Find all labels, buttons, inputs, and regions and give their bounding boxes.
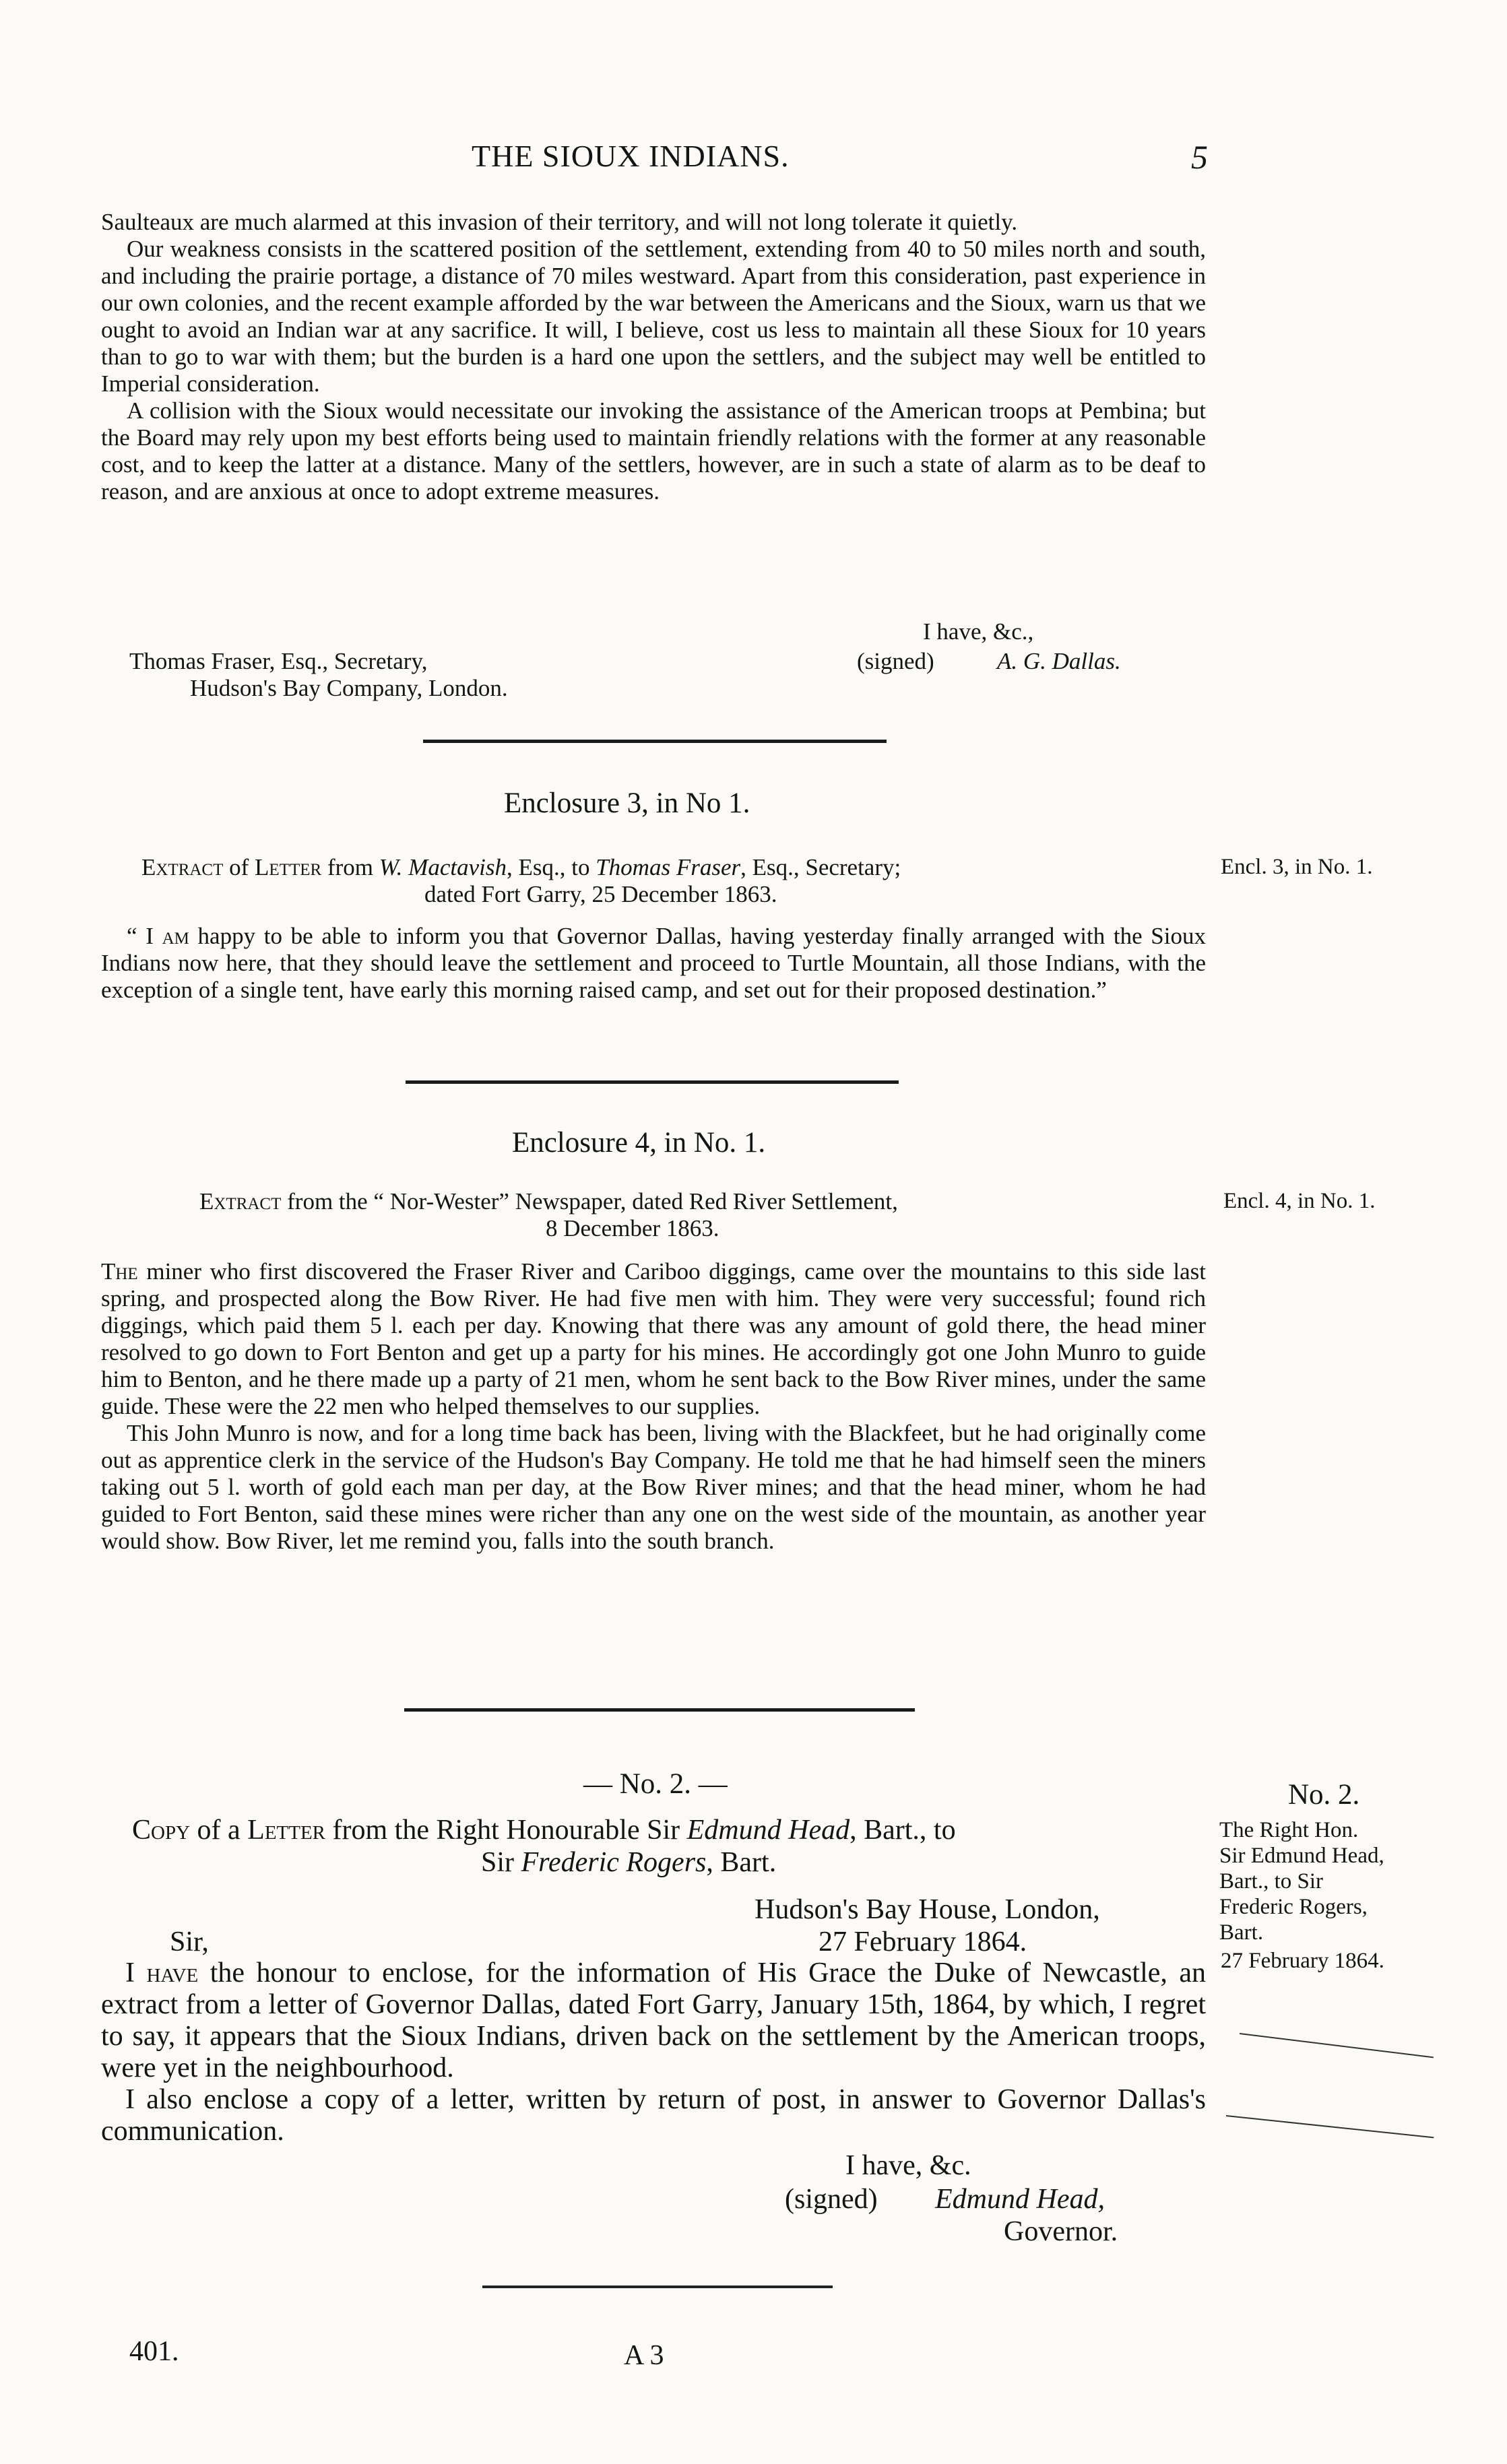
addressee-line: Hudson's Bay Company, London. xyxy=(190,675,508,701)
letter-body: I have the honour to enclose, for the information of His Grace the Duke of Newcastle, an extract from a letter of Governor Dallas, dated Fort Garry, January 15th, 1864, by which, I regret to say, it appears that the Sioux Indians, driven back on the settlement by the American troops, were yet in the neighbourhood. I also enclose a copy of a letter, written by return of post, in answer to Governor Dallas's communication. xyxy=(101,1957,1207,2147)
paragraph: Saulteaux are much alarmed at this invasion of their territory, and will not long tolerate it quietly. xyxy=(101,209,1018,235)
letter-place: Hudson's Bay House, London, xyxy=(755,1894,1100,1925)
enclosure-title-line2: dated Fort Garry, 25 December 1863. xyxy=(424,881,777,907)
enclosure-title: Extract of Letter from W. Mactavish, Esq., to Thomas Fraser, Esq., Secretary; xyxy=(141,854,901,880)
salutation: Sir, xyxy=(170,1926,209,1957)
margin-stroke xyxy=(1226,2115,1434,2138)
letter-end-body xyxy=(101,209,1206,505)
enclosure3-quote: “ I am happy to be able to inform you that Governor Dallas, having yesterday finally arranged with the Sioux Indians now here, that they should leave the settlement and proceed to Turtle Mountain, all those Indians, with the exception of a single tent, have early this morning raised camp, and set out for their proposed destination.” xyxy=(101,923,1207,1003)
closing: I have, &c., xyxy=(923,618,1034,645)
letter-title-line2: Sir Frederic Rogers, Bart. xyxy=(481,1847,777,1878)
letter-title: Copy of a Letter from the Right Honourable Sir Edmund Head, Bart., to xyxy=(132,1815,956,1846)
enclosure-title-line2: 8 December 1863. xyxy=(546,1215,719,1241)
margin-note: Encl. 3, in No. 1. xyxy=(1221,855,1373,879)
signer-title: Governor. xyxy=(1004,2216,1118,2247)
running-title: THE SIOUX INDIANS. xyxy=(472,139,790,173)
margin-note-date: 27 February 1864. xyxy=(1221,1949,1384,1973)
signed-label: (signed) xyxy=(785,2184,878,2215)
enclosure-title: Extract from the “ Nor-Wester” Newspaper, dated Red River Settlement, xyxy=(199,1188,898,1214)
closing: I have, &c. xyxy=(845,2150,971,2181)
paragraph: Our weakness consists in the scattered position of the settlement, extending from 40 to 50 miles north and south, and including the prairie portage, a distance of 70 miles westward. Apart from this consideration, past experience in our own colonies, and the recent example afforded by the war between the Americans and the Sioux, warn us that we ought to avoid an Indian war at any sacrifice. It will, I believe, cost us less to maintain all these Sioux for 10 years than to go to war with them; but the burden is a hard one upon the settlers, and the subject may well be entitled to Imperial consideration. xyxy=(101,236,1206,397)
paragraph: I also enclose a copy of a letter, written by return of post, in answer to Governor Dallas's communication. xyxy=(101,2084,1206,2147)
signed-label: (signed) xyxy=(857,648,934,674)
signer: A. G. Dallas. xyxy=(997,648,1121,674)
signer: Edmund Head, xyxy=(935,2184,1105,2215)
addressee-line: Thomas Fraser, Esq., Secretary, xyxy=(129,648,428,674)
margin-stroke xyxy=(1240,2033,1434,2058)
paragraph: A collision with the Sioux would necessitate our invoking the assistance of the American troops at Pembina; but the Board may rely upon my best efforts being used to maintain friendly relations with the former at any reasonable cost, and to keep the latter at a distance. Many of the settlers, however, are in such a state of alarm as to be deaf to reason, and are anxious at once to adopt extreme measures. xyxy=(101,397,1206,505)
document-number-heading: — No. 2. — xyxy=(583,1768,728,1800)
margin-note: Encl. 4, in No. 1. xyxy=(1223,1189,1376,1213)
enclosure-heading: Enclosure 4, in No. 1. xyxy=(512,1127,766,1159)
page-number: 5 xyxy=(1191,138,1208,176)
paragraph: This John Munro is now, and for a long time back has been, living with the Blackfeet, but he had originally come out as apprentice clerk in the service of the Hudson's Bay Company. He told me that he had himself seen the miners taking out 5 l. worth of gold each man per day, at the Bow River mines; and that the head miner, whom he had guided to Fort Benton, said these mines were richer than any one on the west side of the mountain, as another year would show. Bow River, let me remind you, falls into the south branch. xyxy=(101,1420,1206,1554)
section-divider xyxy=(406,1080,899,1084)
section-divider xyxy=(423,740,887,743)
enclosure-heading: Enclosure 3, in No 1. xyxy=(504,787,750,819)
section-divider xyxy=(404,1708,915,1712)
footer-number: 401. xyxy=(129,2336,179,2367)
section-divider xyxy=(482,2285,833,2288)
letter-date: 27 February 1864. xyxy=(819,1926,1027,1957)
margin-note: The Right Hon. Sir Edmund Head, Bart., to Sir Frederic Rogers, Bart. xyxy=(1219,1818,1384,1945)
signature-mark: A 3 xyxy=(624,2340,664,2371)
enclosure4-body: The miner who first discovered the Fraser River and Cariboo diggings, came over the mountains to this side last spring, and prospected along the Bow River. He had five men with him. They were very successful; found rich diggings, which paid them 5 l. each per day. Knowing that there was any amount of gold there, the head miner resolved to go down to Fort Benton and get up a party for his mines. He accordingly got one John Munro to guide him to Benton, and he there made up a party of 21 men, whom he sent back to the Bow River mines, under the same guide. These were the 22 men who helped themselves to our supplies. This John Munro is now, and for a long time back has been, living with the Blackfeet, but he had originally come out as apprentice clerk in the service of the Hudson's Bay Company. He told me that he had himself seen the miners taking out 5 l. worth of gold each man per day, at the Bow River mines; and that the head miner, whom he had guided to Fort Benton, said these mines were richer than any one on the west side of the mountain, as another year would show. Bow River, let me remind you, falls into the south branch. xyxy=(101,1258,1206,1554)
margin-heading: No. 2. xyxy=(1288,1779,1360,1811)
